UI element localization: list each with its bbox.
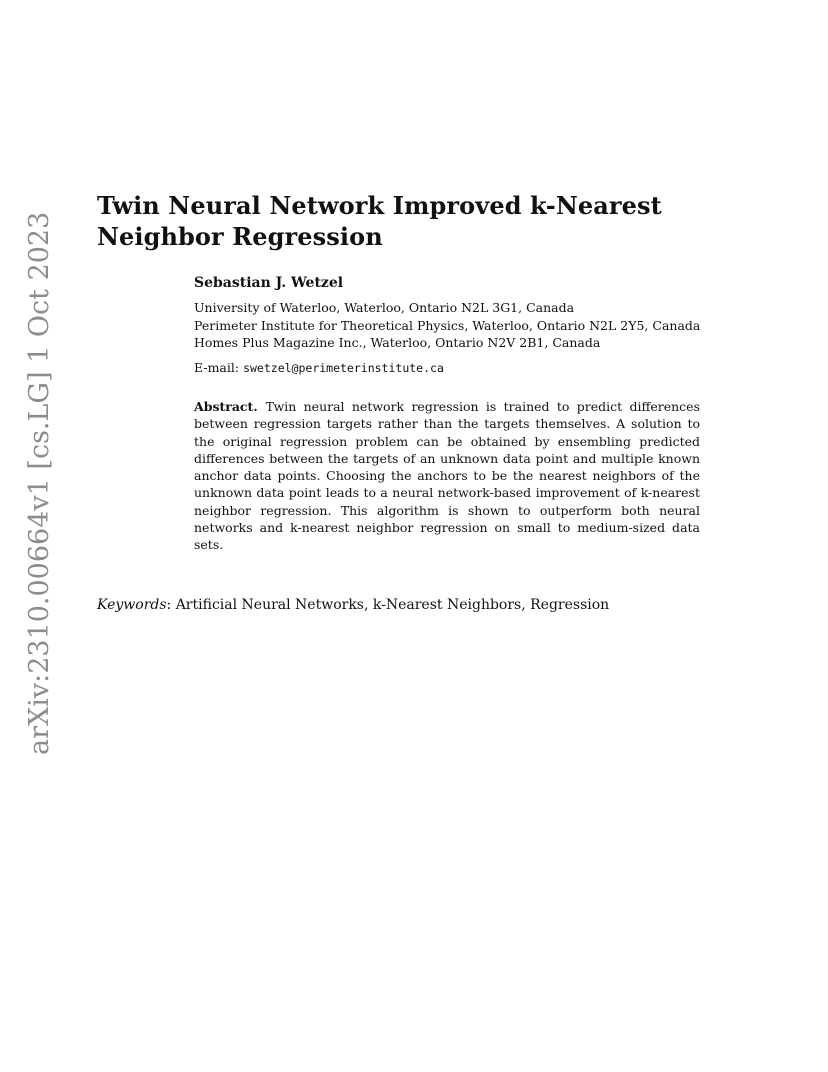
author-name: Sebastian J. Wetzel [194,275,344,291]
affiliation-university-of-waterloo: University of Waterloo, Waterloo, Ontario N2L 3G1, Canada [194,300,575,315]
paper-title: Twin Neural Network Improved k-Nearest Neighbor Regression [97,191,662,251]
email-line [194,359,754,377]
keywords-section [97,596,697,615]
email-label: E-mail: [194,360,240,375]
arxiv-identifier-stamp: arXiv:2310.00664v1 [cs.LG] 1 Oct 2023 [24,211,55,755]
affiliation-list [194,299,754,352]
abstract-label: Abstract. [194,399,258,414]
abstract-text: Twin neural network regression is trained to predict differences between regression targets rather than the targets themselves. A solution to the original regression problem can be obtained by ensembling predicted differences between the targets of an unknown data point and multiple known anchor data points. Choosing the anchors to be the nearest neighbors of the unknown data point leads to a neural network-based improvement of k-nearest neighbor regression. This algorithm is shown to outperform both neural networks and k-nearest neighbor regression on small to medium-sized data sets. [194,399,700,553]
abstract-section [194,398,700,554]
email-address-link[interactable]: swetzel@perimeterinstitute.ca [243,361,444,375]
affiliation-homes-plus-magazine: Homes Plus Magazine Inc., Waterloo, Ontario N2V 2B1, Canada [194,335,601,350]
keywords-label: Keywords [97,597,167,613]
affiliation-perimeter-institute: Perimeter Institute for Theoretical Physics, Waterloo, Ontario N2L 2Y5, Canada [194,317,701,333]
keywords-text: : Artificial Neural Networks, k-Nearest Neighbors, Regression [166,597,610,613]
